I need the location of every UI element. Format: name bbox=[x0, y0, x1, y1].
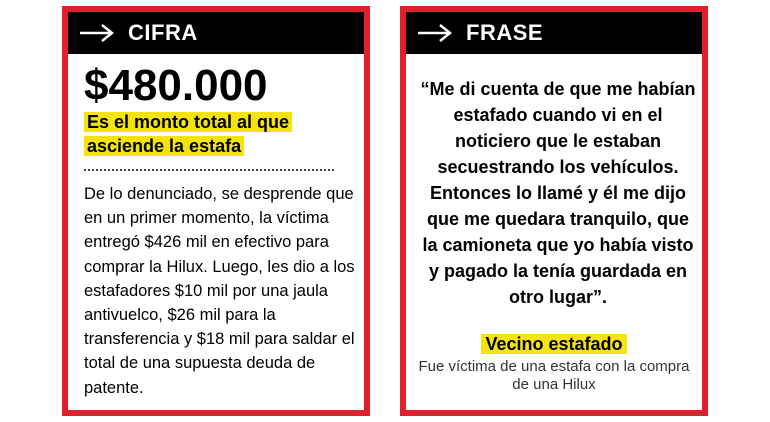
frase-header-label: FRASE bbox=[466, 20, 544, 45]
frase-box bbox=[400, 6, 708, 416]
cifra-header-label: CIFRA bbox=[128, 20, 198, 45]
cifra-header bbox=[68, 12, 364, 54]
dotted-divider bbox=[84, 169, 334, 171]
frase-header bbox=[406, 12, 702, 54]
amount-caption-text: Es el monto total al que asciende la estafa bbox=[84, 112, 292, 156]
cifra-body-text: De lo denunciado, se desprende que en un primer momento, la víctima entregó $426 mil en efectivo para comprar la Hilux. Luego, les dio a los estafadores $10 mil por una jaula antivuelco, $26 mil para la transferencia y $18 mil para saldar el total de una supuesta deuda de patente. bbox=[84, 185, 355, 397]
quote-text: “Me di cuenta de que me habían estafado cuando vi en el noticiero que le estaban secuestrando los vehículos. Entonces lo llamé y él me dijo que me quedara tranquilo, que la camioneta que yo había visto y pagado la tenía guardada en otro lugar”. bbox=[420, 79, 696, 307]
arrow-right-icon bbox=[78, 12, 118, 54]
speaker-description: Fue víctima de una estafa con la compra de una Hilux bbox=[418, 358, 690, 393]
amount-figure: $480.000 bbox=[84, 61, 268, 110]
amount-caption bbox=[84, 110, 354, 158]
cifra-box bbox=[62, 6, 370, 416]
speaker-name: Vecino estafado bbox=[481, 334, 626, 354]
speaker-name-wrap bbox=[406, 332, 702, 356]
arrow-right-icon bbox=[416, 12, 456, 54]
